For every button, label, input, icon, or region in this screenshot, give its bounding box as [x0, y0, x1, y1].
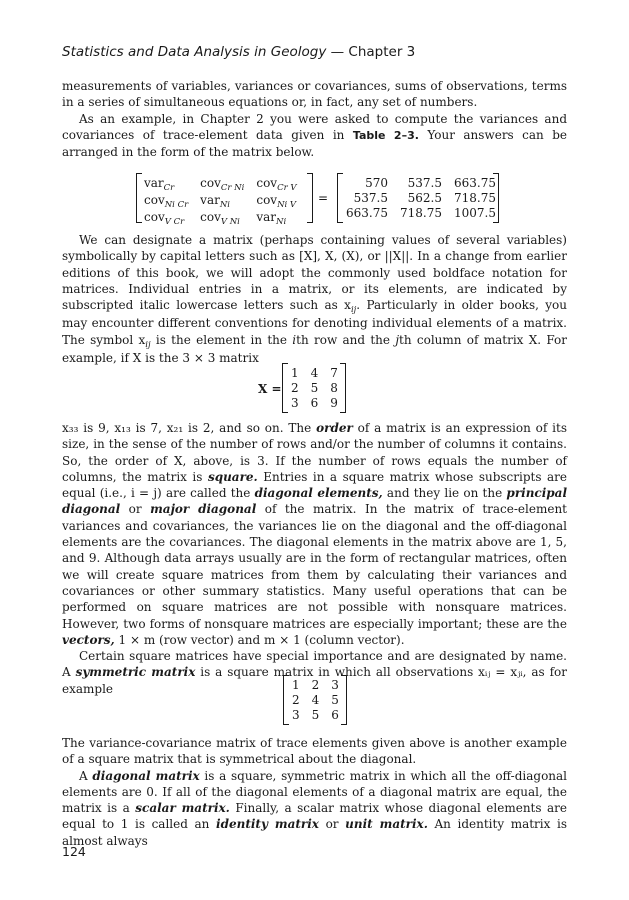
paragraph-7: [62, 768, 567, 849]
matrix-cell: 2: [311, 678, 320, 692]
matrix-cell: 6: [310, 396, 319, 410]
term-unit-matrix: unit matrix.: [345, 817, 428, 832]
term-diagonal-matrix: diagonal matrix: [92, 768, 200, 783]
paragraph-1: measurements of variables, variances or covariances, sums of observations, terms in a series of simultaneous equations or, in fact, any set of numbers.: [62, 79, 567, 110]
para3-text-e: th column of matrix X. For example, if X is the 3 × 3 matrix: [62, 332, 568, 366]
matrix-cell: 1: [292, 678, 300, 692]
paragraph-2-b: Your answers can be arranged in the form of the matrix below.: [62, 127, 567, 160]
matrix-cell: 537.5: [353, 191, 388, 205]
matrix-cell: 2: [291, 381, 299, 395]
running-header: [62, 44, 415, 60]
p7-s3: Finally, a scalar matrix whose diagonal elements are equal to 1 is called an: [62, 801, 567, 832]
paragraph-3: [62, 232, 567, 366]
p4-s2: of a matrix is an expression of its size, in the sense of the number of rows and/or the number of columns it contains. So, the order of X, above, is 3. If the number of rows equals the number of columns, the matrix is: [62, 421, 567, 484]
p5-s2: is a square matrix in which all observations xᵢⱼ = xⱼᵢ, as for example: [62, 665, 568, 696]
term-scalar-matrix: scalar matrix.: [135, 801, 230, 816]
paragraph-2: [62, 111, 567, 161]
matrix-cell: 3: [292, 708, 300, 722]
matrix-cell: cov$_{V Cr}$: [144, 210, 185, 227]
term-major-diagonal: major diagonal: [150, 502, 257, 517]
matrix-cell: cov$_{V Ni}$: [200, 210, 240, 227]
matrix-cell: 5: [310, 381, 319, 395]
text-block-diagonal: [62, 735, 567, 849]
matrix-row: [340, 191, 502, 206]
para3-text-c: is the element in the: [150, 332, 293, 347]
matrix-cell: 5: [311, 708, 320, 722]
matrix-cell: 570: [365, 176, 388, 190]
matrix-x: [285, 366, 344, 411]
text-block-top: [62, 78, 567, 160]
p4-s7: 1 × m (row vector) and m × 1 (column vector).: [114, 632, 405, 647]
subscript-ij: ij: [350, 305, 357, 316]
matrix-cell: 1: [291, 366, 299, 380]
p4-s5: or: [120, 502, 151, 517]
matrix-cell: 3: [291, 396, 299, 410]
matrix-cell: 3: [331, 678, 339, 692]
right-bracket: [493, 173, 499, 223]
term-principal-diagonal: principal diagonal: [62, 486, 568, 517]
matrix-row: [138, 193, 303, 210]
matrix-cell: 7: [330, 366, 338, 380]
paragraph-4: [62, 420, 567, 648]
p4-s1: x₃₃ is 9, x₁₃ is 7, x₂₁ is 2, and so on. The: [62, 421, 317, 435]
matrix-row: [285, 381, 344, 396]
matrix-row: [286, 708, 345, 723]
term-square: square.: [207, 469, 258, 484]
p4-s4: and they lie on the: [382, 486, 507, 501]
matrix-cell: cov$_{Ni Cr}$: [144, 193, 189, 210]
matrix-row: [340, 206, 502, 221]
index-i: i: [292, 332, 297, 347]
term-vectors: vectors,: [62, 632, 115, 647]
matrix-cell: cov$_{Cr Ni}$: [200, 176, 245, 193]
matrix-cell: 562.5: [407, 191, 442, 205]
matrix-row: [340, 176, 502, 191]
text-block-order: [62, 420, 567, 697]
para3-text: We can designate a matrix (perhaps containing values of several variables) symbolically by capital letters such as [X], X, (X), or ||X||. In a change from earlier editions of this book, we will adopt the commonly used boldface notation for matrices. Individual entries in a matrix, or its elements, are indicated by subscripted italic lowercase letters such as x: [62, 233, 567, 313]
text-block-notation: [62, 232, 567, 366]
term-symmetric-matrix: symmetric matrix: [75, 665, 196, 680]
matrix-cell: 9: [330, 396, 338, 410]
p4-s3: Entries in a square matrix whose subscripts are equal (i.e., i = j) are called the: [62, 469, 567, 501]
matrix-cell: 1007.5: [454, 206, 496, 220]
p5-s1: Certain square matrices have special importance and are designated by name. A: [62, 649, 567, 680]
p7-s1: A: [79, 768, 93, 783]
paragraph-2-a: As an example, in Chapter 2 you were asked to compute the variances and covariances of trace-element data given in: [62, 111, 567, 142]
term-order: order: [316, 421, 353, 435]
matrix-cell: cov$_{Ni V}$: [256, 193, 297, 210]
p7-s5: An identity matrix is almost always: [62, 817, 567, 848]
right-bracket: [340, 363, 346, 413]
matrix-cell: 663.75: [454, 176, 496, 190]
para3-text-d: th row and the: [296, 332, 396, 347]
table-reference: Table 2–3.: [352, 128, 419, 142]
matrix-cell: 4: [311, 693, 320, 707]
matrix-row: [285, 396, 344, 411]
matrix-cell: 537.5: [407, 176, 442, 190]
matrix-x-label: X =: [258, 382, 282, 396]
matrix-row: [286, 678, 345, 693]
term-identity-matrix: identity matrix: [216, 817, 319, 832]
matrix-cell: 6: [331, 708, 339, 722]
varcov-symbolic-matrix: [138, 176, 303, 227]
matrix-cell: var$_{Ni}$: [200, 193, 230, 210]
matrix-cell: 718.75: [454, 191, 496, 205]
right-bracket: [307, 173, 313, 223]
para3-text-b: . Particularly in older books, you may encounter different conventions for denoting individual elements of a matrix. The symbol x: [62, 298, 567, 347]
index-j: j: [395, 332, 400, 347]
matrix-cell: 2: [292, 693, 300, 707]
matrix-row: [138, 210, 303, 227]
matrix-cell: cov$_{Cr V}$: [256, 176, 297, 193]
matrix-cell: 663.75: [346, 206, 388, 220]
term-diagonal-elements: diagonal elements,: [254, 486, 383, 501]
matrix-row: [286, 693, 345, 708]
p7-s2: is a square, symmetric matrix in which all the off-diagonal elements are 0. If all of the diagonal elements of a diagonal matrix are equal, the matrix is a: [62, 768, 568, 816]
matrix-cell: 4: [310, 366, 319, 380]
matrix-cell: 718.75: [400, 206, 442, 220]
subscript-ij: ij: [145, 339, 151, 350]
book-title: Statistics and Data Analysis in Geology: [62, 44, 327, 60]
matrix-symmetric: [286, 678, 345, 723]
p7-s4: or: [318, 817, 346, 832]
right-bracket: [341, 675, 347, 725]
page-number: 124: [62, 844, 86, 859]
matrix-cell: 8: [330, 381, 338, 395]
equals-sign: =: [318, 191, 329, 205]
chapter-label: — Chapter 3: [326, 44, 416, 60]
matrix-cell: var$_{Ni}$: [256, 210, 287, 227]
paragraph-6: The variance-covariance matrix of trace elements given above is another example of a square matrix that is symmetrical about the diagonal.: [62, 736, 567, 767]
p4-s6: of the matrix. In the matrix of trace-element variances and covariances, the variances lie on the diagonal and the off-diagonal elements are the covariances. The diagonal elements in the matrix above are 1, 5, and 9. Although data arrays usually are in the form of rectangular matrices, often we will create square matrices from them by calculating their variances and covariances or other summary statistics. Many useful operations that can be performed on square matrices are not possible with nonsquare matrices. However, two forms of nonsquare matrices are especially important; these are the: [62, 502, 567, 631]
matrix-cell: 5: [331, 693, 339, 707]
matrix-row: [138, 176, 303, 193]
varcov-values-matrix: [340, 176, 502, 221]
matrix-cell: var$_{Cr}$: [144, 176, 175, 193]
matrix-row: [285, 366, 344, 381]
